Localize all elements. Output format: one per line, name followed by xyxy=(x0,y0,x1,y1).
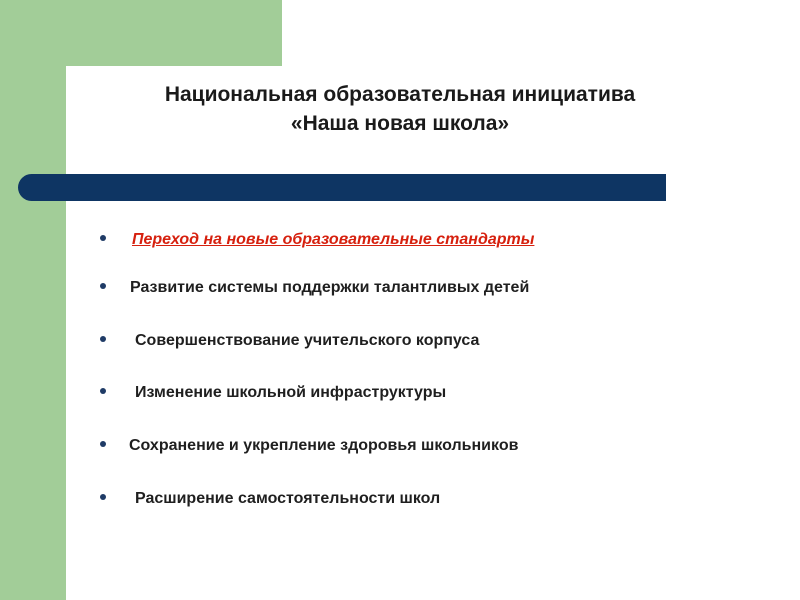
bullet-item-new-standards xyxy=(100,230,534,250)
slide-title xyxy=(66,80,734,138)
bullet-dot-icon xyxy=(100,388,106,394)
bullet-item-school-autonomy xyxy=(100,489,440,509)
slide-title-line-1: Национальная образовательная инициатива xyxy=(164,83,636,106)
bullet-dot-icon xyxy=(100,494,106,500)
bullet-text: Сохранение и укрепление здоровья школьников xyxy=(129,437,519,454)
bullet-text: Изменение школьной инфраструктуры xyxy=(135,384,447,401)
bullet-item-teacher-corps xyxy=(100,331,479,351)
bullet-item-infrastructure xyxy=(100,383,446,403)
bullet-text: Переход на новые образовательные стандарты xyxy=(132,231,535,248)
bullet-dot-icon xyxy=(100,441,106,447)
bullet-item-student-health xyxy=(100,436,518,456)
green-top-band xyxy=(0,0,282,66)
bullet-text: Расширение самостоятельности школ xyxy=(135,490,441,507)
bullet-text: Совершенствование учительского корпуса xyxy=(135,332,480,349)
navy-divider-bar xyxy=(18,174,666,201)
green-side-band xyxy=(0,0,66,600)
bullet-dot-icon xyxy=(100,336,106,342)
bullet-text: Развитие системы поддержки талантливых детей xyxy=(130,279,530,296)
bullet-item-talented-children xyxy=(100,278,529,298)
bullet-dot-icon xyxy=(100,283,106,289)
slide-title-line-2: «Наша новая школа» xyxy=(290,112,510,135)
bullet-dot-icon xyxy=(100,235,106,241)
